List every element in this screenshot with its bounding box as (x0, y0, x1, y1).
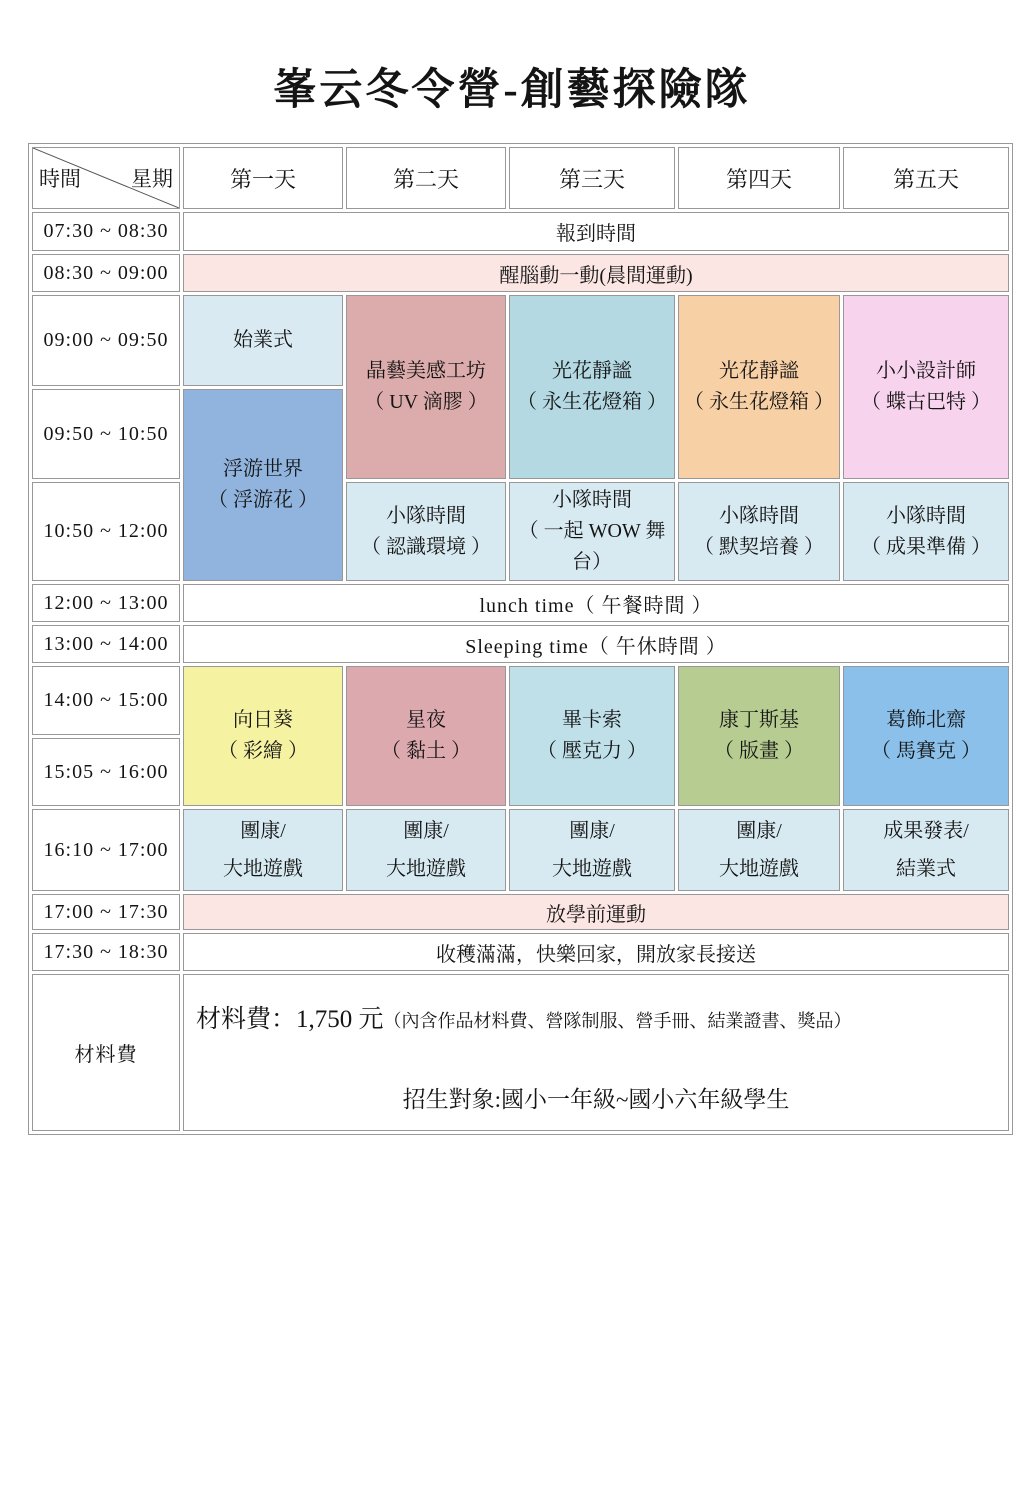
fee-amount: 材料費：1,750 元 (196, 1006, 384, 1033)
activity-title: 葛飾北齋 (886, 709, 966, 731)
cell-lunch: lunch time（ 午餐時間 ） (183, 584, 1009, 622)
time-cell: 17:30 ~ 18:30 (32, 933, 180, 971)
activity-title: 團康/ (240, 820, 286, 842)
cell-dismiss: 收穫滿滿，快樂回家，開放家長接送 (183, 933, 1009, 971)
row-lunch (32, 584, 1009, 622)
activity-title: 浮游世界 (223, 458, 303, 480)
activity-title: 向日葵 (233, 709, 293, 731)
activity-subtitle: （ UV 滴膠 ） (364, 391, 488, 413)
row-predismiss (32, 894, 1009, 930)
activity-subtitle: （ 默契培養 ） (694, 535, 824, 558)
activity-subtitle: （ 黏土 ） (381, 740, 471, 762)
activity-title: 小隊時間 (552, 489, 632, 511)
corner-cell (32, 147, 180, 209)
activity-subtitle: （ 版畫 ） (714, 740, 804, 762)
enrollment-target: 招生對象:國小一年級~國小六年級學生 (402, 1087, 790, 1112)
activity-title: 晶藝美感工坊 (366, 360, 486, 382)
row-period1 (32, 295, 1009, 386)
activity-title: 小小設計師 (876, 360, 976, 382)
day-header-2: 第二天 (346, 147, 506, 209)
activity-title: 康丁斯基 (719, 709, 799, 731)
cell-day3-team-time (509, 482, 675, 581)
header-row (32, 147, 1009, 209)
activity-subtitle: 大地遊戲 (719, 858, 799, 880)
activity-title: 星夜 (406, 709, 446, 731)
time-cell: 09:50 ~ 10:50 (32, 389, 180, 479)
fee-detail-cell (183, 974, 1009, 1131)
cell-day3-flower-lightbox (509, 295, 675, 479)
document-page (0, 56, 1024, 1504)
activity-subtitle: （ 一起 WOW 舞台） (518, 520, 666, 573)
corner-time-label: 時間 (39, 167, 81, 191)
cell-day4-flower-lightbox (678, 295, 840, 479)
cell-day4-team-time (678, 482, 840, 581)
cell-day4-group-games (678, 809, 840, 891)
activity-subtitle: 大地遊戲 (552, 858, 632, 880)
cell-day2-group-games (346, 809, 506, 891)
activity-title: 小隊時間 (386, 504, 466, 527)
cell-morning-exercise: 醒腦動一動(晨間運動) (183, 254, 1009, 292)
activity-subtitle: （ 永生花燈箱 ） (684, 391, 834, 413)
activity-title: 小隊時間 (719, 504, 799, 527)
cell-day5-hokusai-mosaic (843, 666, 1009, 806)
cell-day3-group-games (509, 809, 675, 891)
row-period6 (32, 809, 1009, 891)
row-period4 (32, 666, 1009, 735)
cell-nap: Sleeping time（ 午休時間 ） (183, 625, 1009, 663)
activity-title: 光花靜謐 (719, 360, 799, 382)
time-cell: 16:10 ~ 17:00 (32, 809, 180, 891)
time-cell: 14:00 ~ 15:00 (32, 666, 180, 735)
activity-title: 成果發表/ (883, 820, 969, 842)
fee-label-cell: 材料費 (32, 974, 180, 1131)
fee-amount-line (194, 999, 998, 1035)
activity-title: 光花靜謐 (552, 360, 632, 382)
time-cell: 12:00 ~ 13:00 (32, 584, 180, 622)
activity-subtitle: 結業式 (896, 858, 956, 880)
cell-day1-group-games (183, 809, 343, 891)
time-cell: 13:00 ~ 14:00 (32, 625, 180, 663)
activity-subtitle: （ 彩繪 ） (218, 740, 308, 762)
time-cell: 17:00 ~ 17:30 (32, 894, 180, 930)
cell-day5-team-time (843, 482, 1009, 581)
activity-subtitle: 大地遊戲 (386, 858, 466, 880)
day-header-1: 第一天 (183, 147, 343, 209)
row-nap (32, 625, 1009, 663)
cell-day5-closing-ceremony (843, 809, 1009, 891)
activity-title: 團康/ (403, 820, 449, 842)
time-cell: 09:00 ~ 09:50 (32, 295, 180, 386)
cell-day1-floating-world (183, 389, 343, 581)
time-cell: 10:50 ~ 12:00 (32, 482, 180, 581)
activity-subtitle: （ 壓克力 ） (537, 740, 647, 762)
activity-subtitle: （ 蝶古巴特 ） (861, 391, 991, 413)
day-header-4: 第四天 (678, 147, 840, 209)
cell-day2-team-time (346, 482, 506, 581)
row-checkin (32, 212, 1009, 251)
time-cell: 08:30 ~ 09:00 (32, 254, 180, 292)
cell-checkin: 報到時間 (183, 212, 1009, 251)
day-header-5: 第五天 (843, 147, 1009, 209)
row-morning-exercise (32, 254, 1009, 292)
corner-week-label: 星期 (131, 167, 173, 191)
page-title: 峯云冬令營-創藝探險隊 (273, 67, 751, 114)
activity-title: 畢卡索 (562, 709, 622, 731)
activity-subtitle: （ 認識環境 ） (361, 535, 491, 558)
day-header-3: 第三天 (509, 147, 675, 209)
cell-day5-little-designer (843, 295, 1009, 479)
cell-predismiss-exercise: 放學前運動 (183, 894, 1009, 930)
activity-subtitle: （ 浮游花 ） (208, 489, 318, 511)
activity-title: 小隊時間 (886, 504, 966, 527)
activity-subtitle: （ 成果準備 ） (861, 535, 991, 558)
corner-labels (39, 148, 173, 208)
activity-subtitle: 大地遊戲 (223, 858, 303, 880)
activity-title: 團康/ (736, 820, 782, 842)
row-fee (32, 974, 1009, 1131)
schedule-table (28, 143, 1013, 1135)
row-period3 (32, 482, 1009, 581)
time-cell: 07:30 ~ 08:30 (32, 212, 180, 251)
activity-subtitle: （ 永生花燈箱 ） (517, 391, 667, 413)
fee-includes: （內含作品材料費、營隊制服、營手冊、結業證書、獎品） (383, 1011, 852, 1031)
cell-day3-picasso-acrylic (509, 666, 675, 806)
cell-day2-starry-night-clay (346, 666, 506, 806)
time-cell: 15:05 ~ 16:00 (32, 738, 180, 806)
activity-subtitle: （ 馬賽克 ） (871, 740, 981, 762)
row-dismiss (32, 933, 1009, 971)
cell-day2-uv-resin-workshop (346, 295, 506, 479)
cell-day4-kandinsky-print (678, 666, 840, 806)
cell-day1-sunflower-painting (183, 666, 343, 806)
cell-day1-opening-ceremony (183, 295, 343, 386)
activity-title: 團康/ (569, 820, 615, 842)
activity-title: 始業式 (233, 329, 293, 351)
